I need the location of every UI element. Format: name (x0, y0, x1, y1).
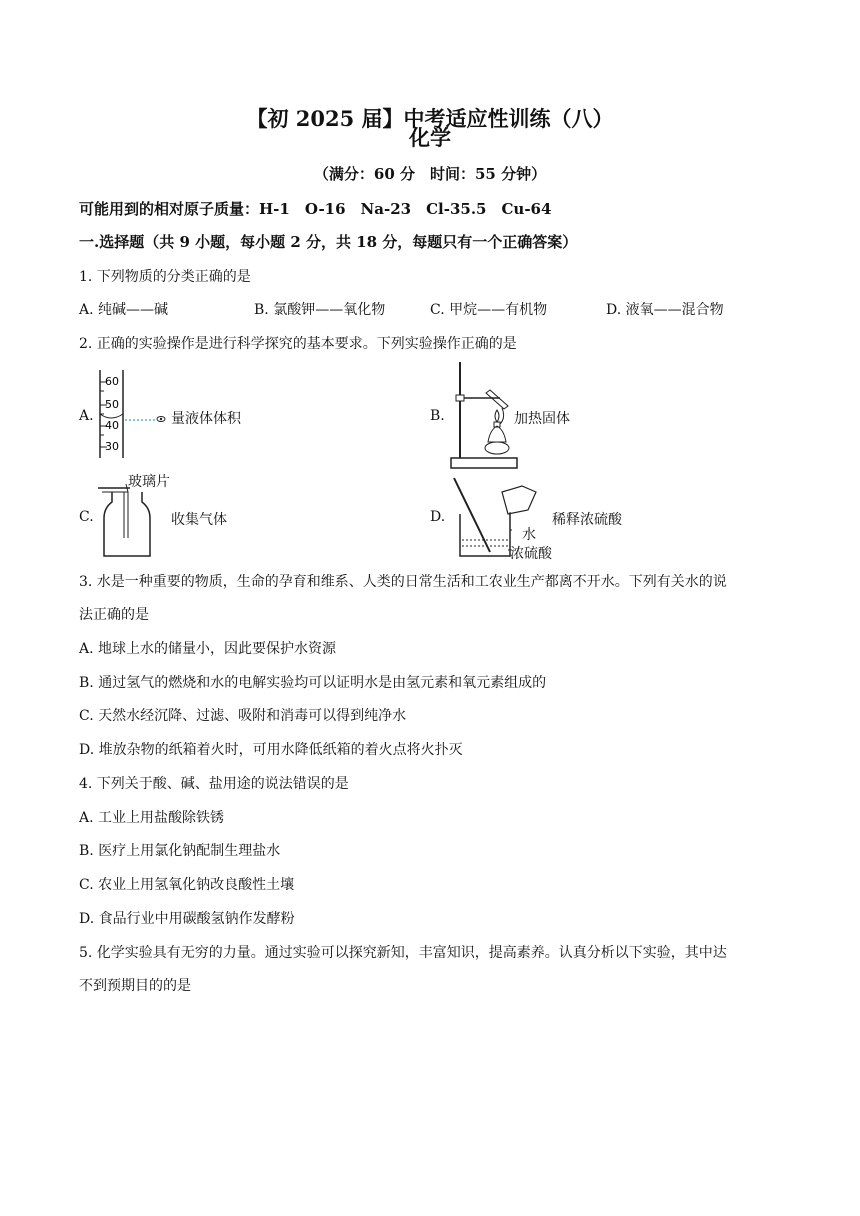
tick-label-60: 60 (105, 375, 119, 388)
question-3-stem-line-1: 3. 水是一种重要的物质，生命的孕育和维系、人类的日常生活和工农业生产都离不开水。下列有关水的说 (79, 574, 727, 590)
question-2-option-d-caption: 稀释浓硫酸 (552, 512, 622, 528)
question-2-option-c-caption: 收集气体 (171, 512, 227, 528)
section-heading: 一.选择题（共 9 小题，每小题 2 分，共 18 分，每题只有一个正确答案） (79, 233, 578, 251)
question-3-stem-line-2: 法正确的是 (79, 607, 149, 623)
question-4-option-b: B. 医疗上用氯化钠配制生理盐水 (79, 843, 281, 859)
question-2-option-b-letter: B. (430, 408, 445, 424)
subject-title: 化学 (409, 125, 451, 150)
graduated-cylinder-figure (95, 368, 165, 463)
question-3-option-d: D. 堆放杂物的纸箱着火时，可用水降低纸箱的着火点将火扑灭 (79, 742, 463, 758)
atomic-masses: 可能用到的相对原子质量：H-1 O-16 Na-23 Cl-35.5 Cu-64 (79, 200, 552, 218)
question-5-stem-line-2: 不到预期目的的是 (79, 978, 191, 994)
question-4-option-d: D. 食品行业中用碳酸氢钠作发酵粉 (79, 911, 295, 927)
question-4-stem: 4. 下列关于酸、碱、盐用途的说法错误的是 (79, 776, 349, 792)
question-3-option-b: B. 通过氢气的燃烧和水的电解实验均可以证明水是由氢元素和氧元素组成的 (79, 675, 547, 691)
question-3-option-c: C. 天然水经沉降、过滤、吸附和消毒可以得到纯净水 (79, 708, 407, 724)
question-2-stem: 2. 正确的实验操作是进行科学探究的基本要求。下列实验操作正确的是 (79, 336, 517, 352)
water-label: 水 (522, 527, 536, 543)
question-1-option-d: D. 液氧——混合物 (606, 302, 724, 318)
question-5-stem-line-1: 5. 化学实验具有无穷的力量。通过实验可以探究新知，丰富知识，提高素养。认真分析以下实验，其中达 (79, 945, 727, 961)
glass-plate-label: 玻璃片 (128, 474, 170, 490)
concentrated-acid-label: 浓硫酸 (510, 546, 552, 562)
question-2-option-a-caption: 量液体体积 (171, 411, 241, 427)
tick-label-30: 30 (105, 440, 119, 453)
question-2-option-d-letter: D. (430, 509, 446, 525)
question-1-option-c: C. 甲烷——有机物 (430, 302, 548, 318)
question-3-option-a: A. 地球上水的储量小，因此要保护水资源 (79, 641, 337, 657)
gas-collection-bottle-figure (96, 478, 156, 560)
question-1-option-b: B. 氯酸钾——氧化物 (254, 302, 386, 318)
question-1-option-a: A. 纯碱——碱 (79, 302, 169, 318)
question-1-stem: 1. 下列物质的分类正确的是 (79, 269, 251, 285)
page-title: 【初 2025 届】中考适应性训练（八） (246, 106, 614, 131)
score-time-info: （满分：60 分 时间：55 分钟） (313, 165, 547, 183)
tick-label-50: 50 (105, 398, 119, 411)
question-2-option-c-letter: C. (79, 509, 94, 525)
question-2-option-a-letter: A. (79, 408, 94, 424)
question-4-option-c: C. 农业上用氢氧化钠改良酸性土壤 (79, 877, 295, 893)
question-2-option-b-caption: 加热固体 (514, 411, 570, 427)
question-4-option-a: A. 工业上用盐酸除铁锈 (79, 810, 225, 826)
tick-label-40: 40 (105, 419, 119, 432)
iron-stand-heating-figure (450, 360, 520, 472)
